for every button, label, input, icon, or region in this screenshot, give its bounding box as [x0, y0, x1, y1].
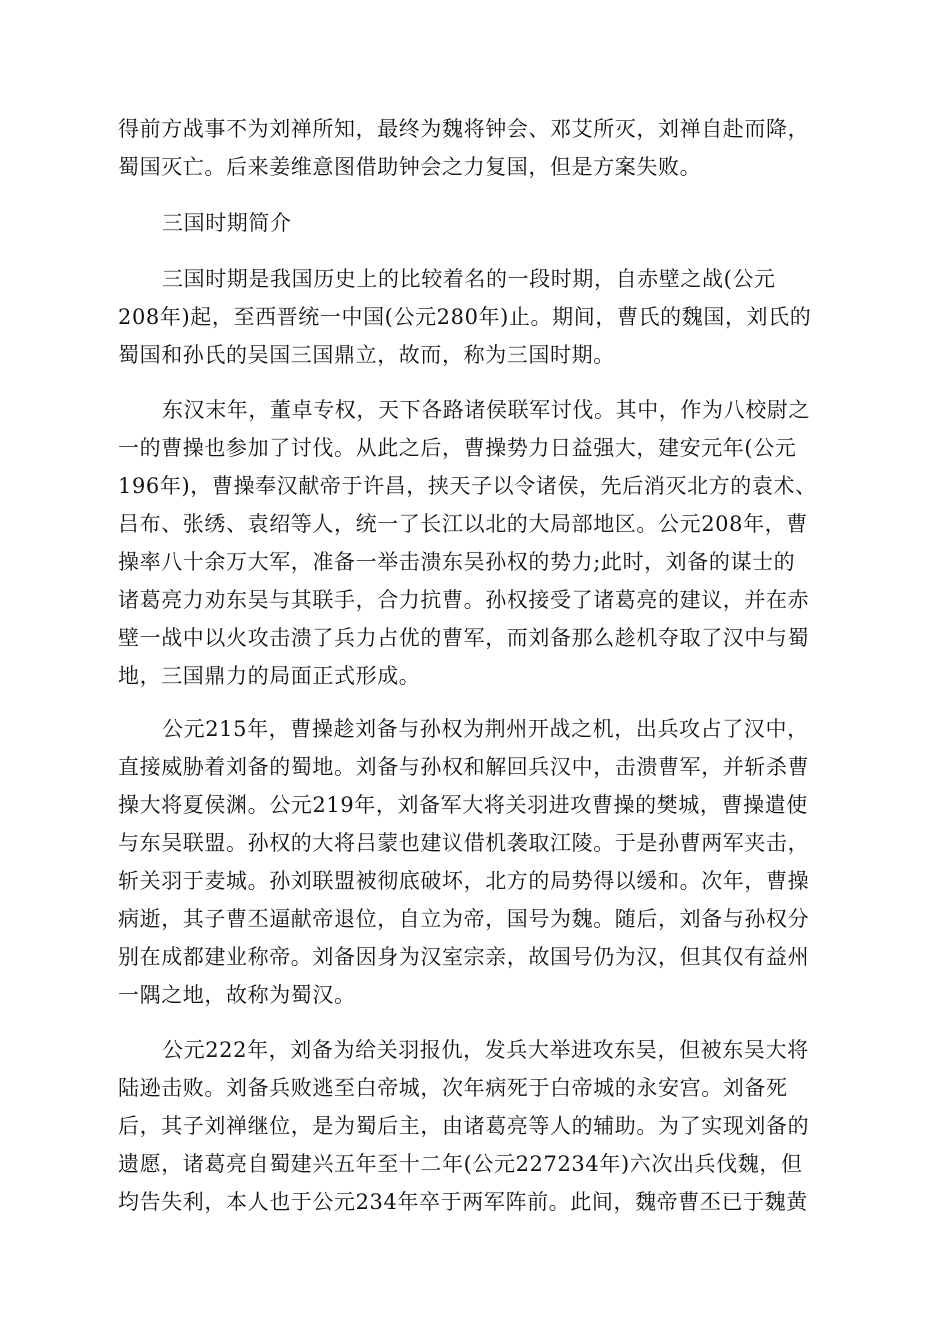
text-line: 地，三国鼎力的局面正式形成。	[118, 664, 421, 688]
heading-line: 三国时期简介	[162, 211, 292, 235]
text-line: 诸葛亮力劝东吴与其联手，合力抗曹。孙权接受了诸葛亮的建议，并在赤	[118, 588, 810, 612]
text-line: 公元222年，刘备为给关羽报仇，发兵大举进攻东吴，但被东吴大将	[162, 1038, 809, 1062]
text-line: 后，其子刘禅继位，是为蜀后主，由诸葛亮等人的辅助。为了实现刘备的	[118, 1114, 810, 1138]
section-heading	[118, 204, 838, 242]
text-line: 东汉末年，董卓专权，天下各路诸侯联军讨伐。其中，作为八校尉之	[162, 398, 810, 422]
text-line: 直接威胁着刘备的蜀地。刘备与孙权和解回兵汉中，击溃曹军，并斩杀曹	[118, 755, 810, 779]
text-line: 得前方战事不为刘禅所知，最终为魏将钟会、邓艾所灭，刘禅自赴而降，	[118, 117, 810, 141]
paragraph-215	[118, 710, 838, 1014]
text-line: 壁一战中以火攻击溃了兵力占优的曹军，而刘备那么趁机夺取了汉中与蜀	[118, 626, 810, 650]
text-line: 三国时期是我国历史上的比较着名的一段时期，自赤壁之战(公元	[162, 267, 776, 291]
text-line: 一的曹操也参加了讨伐。从此之后，曹操势力日益强大，建安元年(公元	[118, 436, 797, 460]
text-line: 斩关羽于麦城。孙刘联盟被彻底破坏，北方的局势得以缓和。次年，曹操	[118, 869, 810, 893]
text-line: 陆逊击败。刘备兵败逃至白帝城，次年病死于白帝城的永安宫。刘备死	[118, 1076, 788, 1100]
text-line: 吕布、张绣、袁绍等人，统一了长江以北的大局部地区。公元208年，曹	[118, 512, 808, 536]
text-line: 196年)，曹操奉汉献帝于许昌，挟天子以令诸侯，先后消灭北方的袁术、	[118, 474, 817, 498]
text-line: 208年)起，至西晋统一中国(公元280年)止。期间，曹氏的魏国，刘氏的	[118, 305, 812, 329]
text-line: 蜀国灭亡。后来姜维意图借助钟会之力复国，但是方案失败。	[118, 155, 702, 179]
text-line: 蜀国和孙氏的吴国三国鼎立，故而，称为三国时期。	[118, 343, 615, 367]
text-line: 别在成都建业称帝。刘备因身为汉室宗亲，故国号仍为汉，但其仅有益州	[118, 945, 810, 969]
text-line: 遗愿，诸葛亮自蜀建兴五年至十二年(公元227234年)六次出兵伐魏，但	[118, 1152, 803, 1176]
paragraph-continuation	[118, 110, 838, 186]
text-line: 公元215年，曹操趁刘备与孙权为荆州开战之机，出兵攻占了汉中，	[162, 717, 809, 741]
text-line: 病逝，其子曹丕逼献帝退位，自立为帝，国号为魏。随后，刘备与孙权分	[118, 907, 810, 931]
text-line: 与东吴联盟。孙权的大将吕蒙也建议借机袭取江陵。于是孙曹两军夹击，	[118, 831, 810, 855]
text-line: 操大将夏侯渊。公元219年，刘备军大将关羽进攻曹操的樊城，曹操遣使	[118, 793, 808, 817]
paragraph-eastern-han	[118, 391, 838, 695]
paragraph-222	[118, 1031, 838, 1221]
text-line: 操率八十余万大军，准备一举击溃东吴孙权的势力;此时，刘备的谋士的	[118, 550, 796, 574]
text-line: 均告失利，本人也于公元234年卒于两军阵前。此间，魏帝曹丕已于魏黄	[118, 1190, 808, 1214]
paragraph-intro	[118, 260, 838, 374]
text-line: 一隅之地，故称为蜀汉。	[118, 983, 356, 1007]
